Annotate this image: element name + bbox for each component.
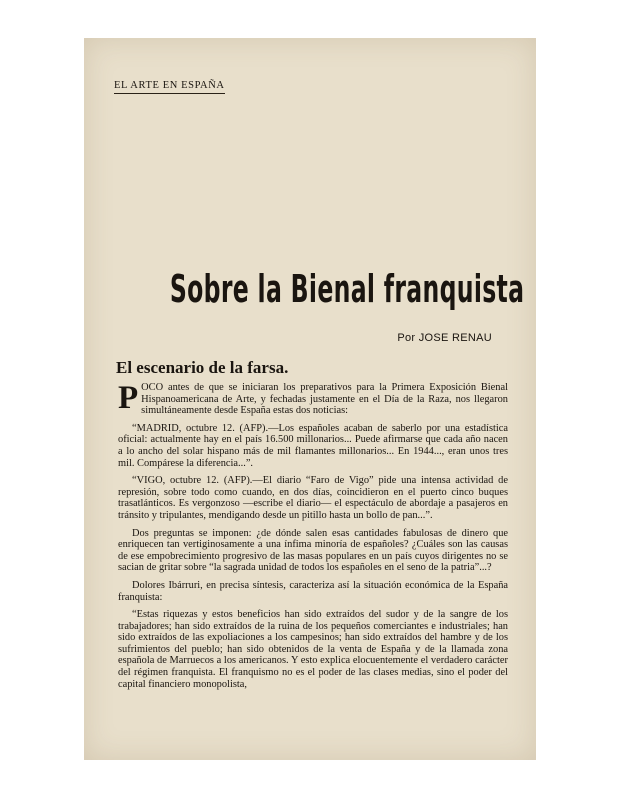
magazine-page [84,38,536,760]
article-title: Sobre la Bienal franquista [169,267,525,311]
byline: Por JOSE RENAU [397,332,492,344]
paragraph-text: OCO antes de que se iniciaran los preparativos para la Primera Exposición Bienal Hispanoamericana de Arte, y fechadas justamente en el Día de la Raza, nos llegaron simultáneamente desde España estas dos noticias: [141,382,508,417]
paragraph: “MADRID, octubre 12. (AFP).—Los españoles acaban de saberlo por una estadística oficial: actualmente hay en el país 16.500 millonarios... Puede afirmarse que cada año nacen a lo ancho del solar hispano más de mil flamantes millonarios... En 1944..., eran unos tres mil. Compárese la diferencia...”. [118,422,508,469]
paragraph: Dolores Ibárruri, en precisa síntesis, caracteriza así la situación económica de la España franquista: [118,579,508,603]
drop-cap: P [118,380,139,416]
paragraph: “Estas riquezas y estos beneficios han sido extraídos del sudor y de la sangre de los trabajadores; han sido extraídos de la ruina de los pequeños comerciantes e industriales; han sido extraídos de las expoliaciones a los campesinos; han sido extraídos del hambre y de los sufrimientos del pueblo; han sido obtenidos de la venta de España y de la llamada zona española de Marruecos a los americanos. Y esto explica elocuentemente el verdadero carácter del régimen franquista. El franquismo no es el poder de las clases medias, sino el poder del capital financiero monopolista, [118,609,508,690]
paragraph: Dos preguntas se imponen: ¿de dónde salen esas cantidades fabulosas de dinero que enriquecen tan vertiginosamente a una ínfima minoría de españoles? ¿Cuáles son las causas de ese empobrecimiento progresivo de las masas populares en un país cuyos dirigentes no se sacian de gritar sobre “la sagrada unidad de todos los españoles en el seno de la patria”...? [118,527,508,574]
article-body [118,382,508,696]
section-subheading: El escenario de la farsa. [116,358,289,377]
paragraph: “VIGO, octubre 12. (AFP).—El diario “Faro de Vigo” pide una intensa actividad de represión, sobre todo como cuando, en dos días, coincidieron en el puerto cinco buques trasatlánticos. Es vergonzoso —escribe el diario— el espectáculo de abordaje a pasajeros en tránsito y tripulantes, mendigando desde un pitillo hasta un bollo de pan...”. [118,475,508,521]
section-label: EL ARTE EN ESPAÑA [114,80,225,94]
paragraph [118,382,508,417]
